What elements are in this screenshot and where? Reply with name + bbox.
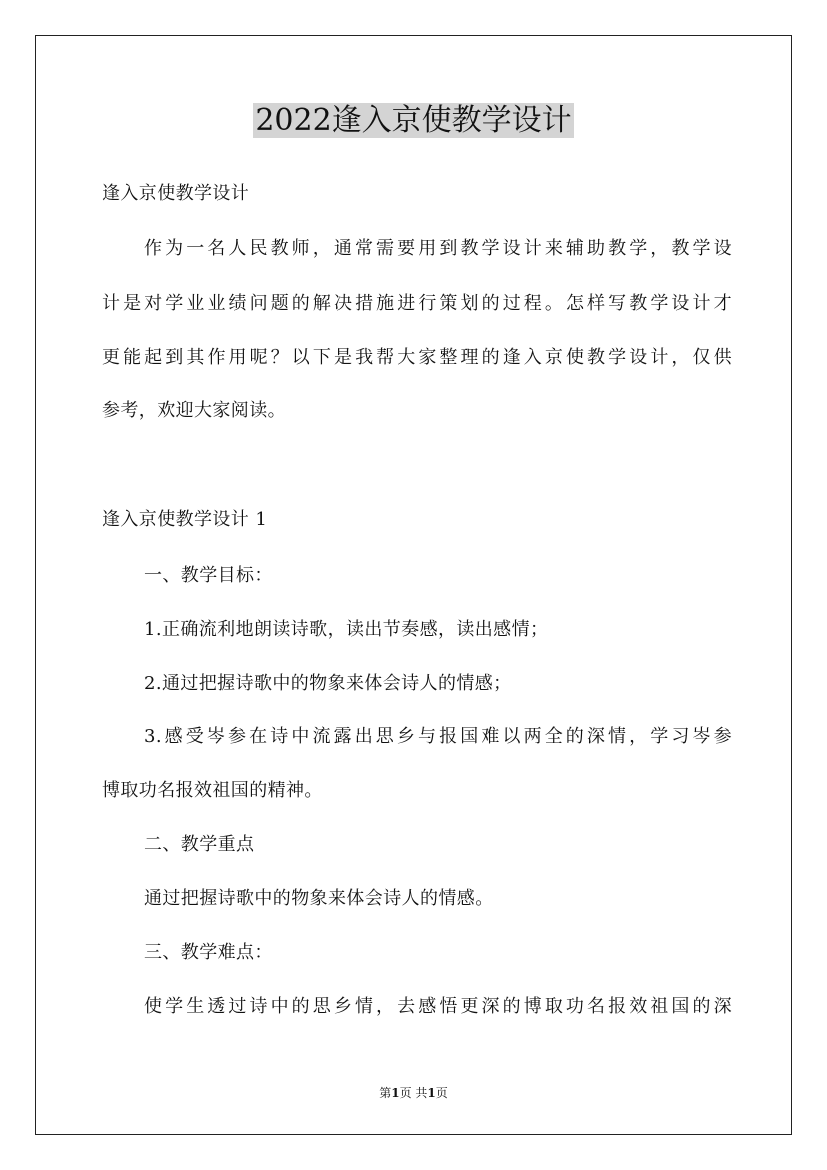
- footer-page-suffix: 页: [435, 1086, 448, 1100]
- footer-page-total: 1: [427, 1086, 436, 1100]
- footer-page-mid: 页 共: [399, 1086, 428, 1100]
- intro-line-1: 作为一名人民教师，通常需要用到教学设计来辅助教学，教学设: [144, 238, 732, 259]
- intro-line-2: 计是对学业业绩问题的解决措施进行策划的过程。怎样写教学设计才: [102, 293, 732, 314]
- focus-text: 通过把握诗歌中的物象来体会诗人的情感。: [144, 888, 494, 909]
- focus-heading: 二、教学重点: [144, 834, 255, 855]
- document-title: [0, 100, 827, 142]
- goals-heading: 一、教学目标：: [144, 565, 273, 586]
- intro-line-3: 更能起到其作用呢？以下是我帮大家整理的逢入京使教学设计，仅供: [102, 347, 732, 368]
- goal-item-2: 2.通过把握诗歌中的物象来体会诗人的情感；: [144, 673, 512, 694]
- document-title-text: 2022逢入京使教学设计: [255, 103, 572, 138]
- difficulty-line-1: 使学生透过诗中的思乡情，去感悟更深的博取功名报效祖国的深: [144, 996, 732, 1017]
- page-footer: [0, 1085, 827, 1101]
- difficulty-heading: 三、教学难点：: [144, 942, 273, 963]
- section-heading: 逢入京使教学设计 1: [102, 509, 268, 530]
- footer-page-prefix: 第: [379, 1086, 392, 1100]
- goal-item-3-line-2: 博取功名报效祖国的精神。: [102, 780, 323, 801]
- goal-item-1: 1.正确流利地朗读诗歌，读出节奏感，读出感情；: [144, 619, 549, 640]
- footer-page-number: 1: [391, 1086, 400, 1100]
- goal-item-3-line-1: 3.感受岑参在诗中流露出思乡与报国难以两全的深情，学习岑参: [144, 726, 732, 747]
- subtitle: 逢入京使教学设计: [102, 183, 250, 204]
- intro-line-4: 参考，欢迎大家阅读。: [102, 400, 286, 421]
